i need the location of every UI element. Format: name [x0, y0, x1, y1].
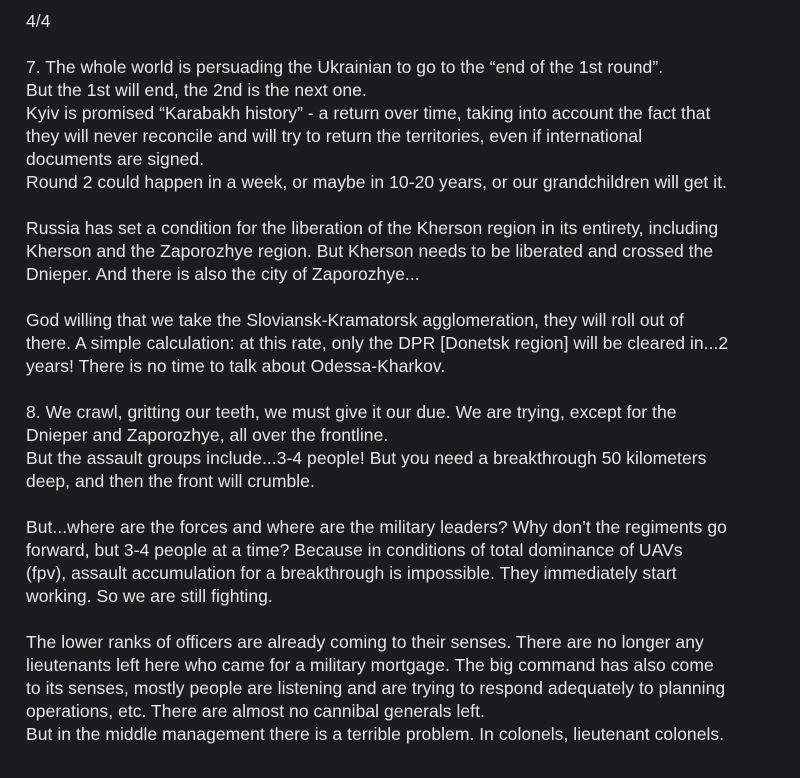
text-line: Kherson and the Zaporozhye region. But Kherson needs to be liberated and crossed the — [26, 241, 714, 261]
text-line: The lower ranks of officers are already coming to their senses. There are no longer any — [26, 632, 704, 652]
text-line: Dnieper and Zaporozhye, all over the frontline. — [26, 425, 389, 445]
text-line: operations, etc. There are almost no cannibal generals left. — [26, 701, 485, 721]
paragraph — [26, 516, 796, 608]
paragraph — [26, 309, 796, 378]
paragraph — [26, 56, 796, 194]
text-line: they will never reconcile and will try to return the territories, even if international — [26, 126, 643, 146]
text-line: But...where are the forces and where are the military leaders? Why don’t the regiments go — [26, 517, 727, 537]
paragraph — [26, 401, 796, 493]
text-line: years! There is no time to talk about Odessa-Kharkov. — [26, 356, 446, 376]
text-line: But the 1st will end, the 2nd is the next one. — [26, 80, 367, 100]
text-line: But in the middle management there is a terrible problem. In colonels, lieutenant colonels. — [26, 724, 725, 744]
text-line: forward, but 3-4 people at a time? Because in conditions of total dominance of UAVs — [26, 540, 683, 560]
text-line: to its senses, mostly people are listening and are trying to respond adequately to planning — [26, 678, 726, 698]
text-line: Russia has set a condition for the liberation of the Kherson region in its entirety, including — [26, 218, 719, 238]
text-line: God willing that we take the Sloviansk-Kramatorsk agglomeration, they will roll out of — [26, 310, 684, 330]
document-body — [26, 10, 796, 769]
text-line: documents are signed. — [26, 149, 205, 169]
text-line: 7. The whole world is persuading the Ukrainian to go to the “end of the 1st round”. — [26, 57, 664, 77]
text-line: But the assault groups include...3-4 people! But you need a breakthrough 50 kilometers — [26, 448, 707, 468]
page-counter: 4/4 — [26, 11, 51, 31]
text-line: deep, and then the front will crumble. — [26, 471, 315, 491]
text-line: working. So we are still fighting. — [26, 586, 273, 606]
text-line: Kyiv is promised “Karabakh history” - a return over time, taking into account the fact that — [26, 103, 711, 123]
paragraph — [26, 631, 796, 746]
text-line: lieutenants left here who came for a military mortgage. The big command has also come — [26, 655, 714, 675]
text-line: (fpv), assault accumulation for a breakthrough is impossible. They immediately start — [26, 563, 677, 583]
text-line: there. A simple calculation: at this rate, only the DPR [Donetsk region] will be cleared in...2 — [26, 333, 729, 353]
paragraph — [26, 217, 796, 286]
text-line: 8. We crawl, gritting our teeth, we must give it our due. We are trying, except for the — [26, 402, 677, 422]
text-line: Dnieper. And there is also the city of Zaporozhye... — [26, 264, 420, 284]
text-line: Round 2 could happen in a week, or maybe in 10-20 years, or our grandchildren will get it. — [26, 172, 728, 192]
